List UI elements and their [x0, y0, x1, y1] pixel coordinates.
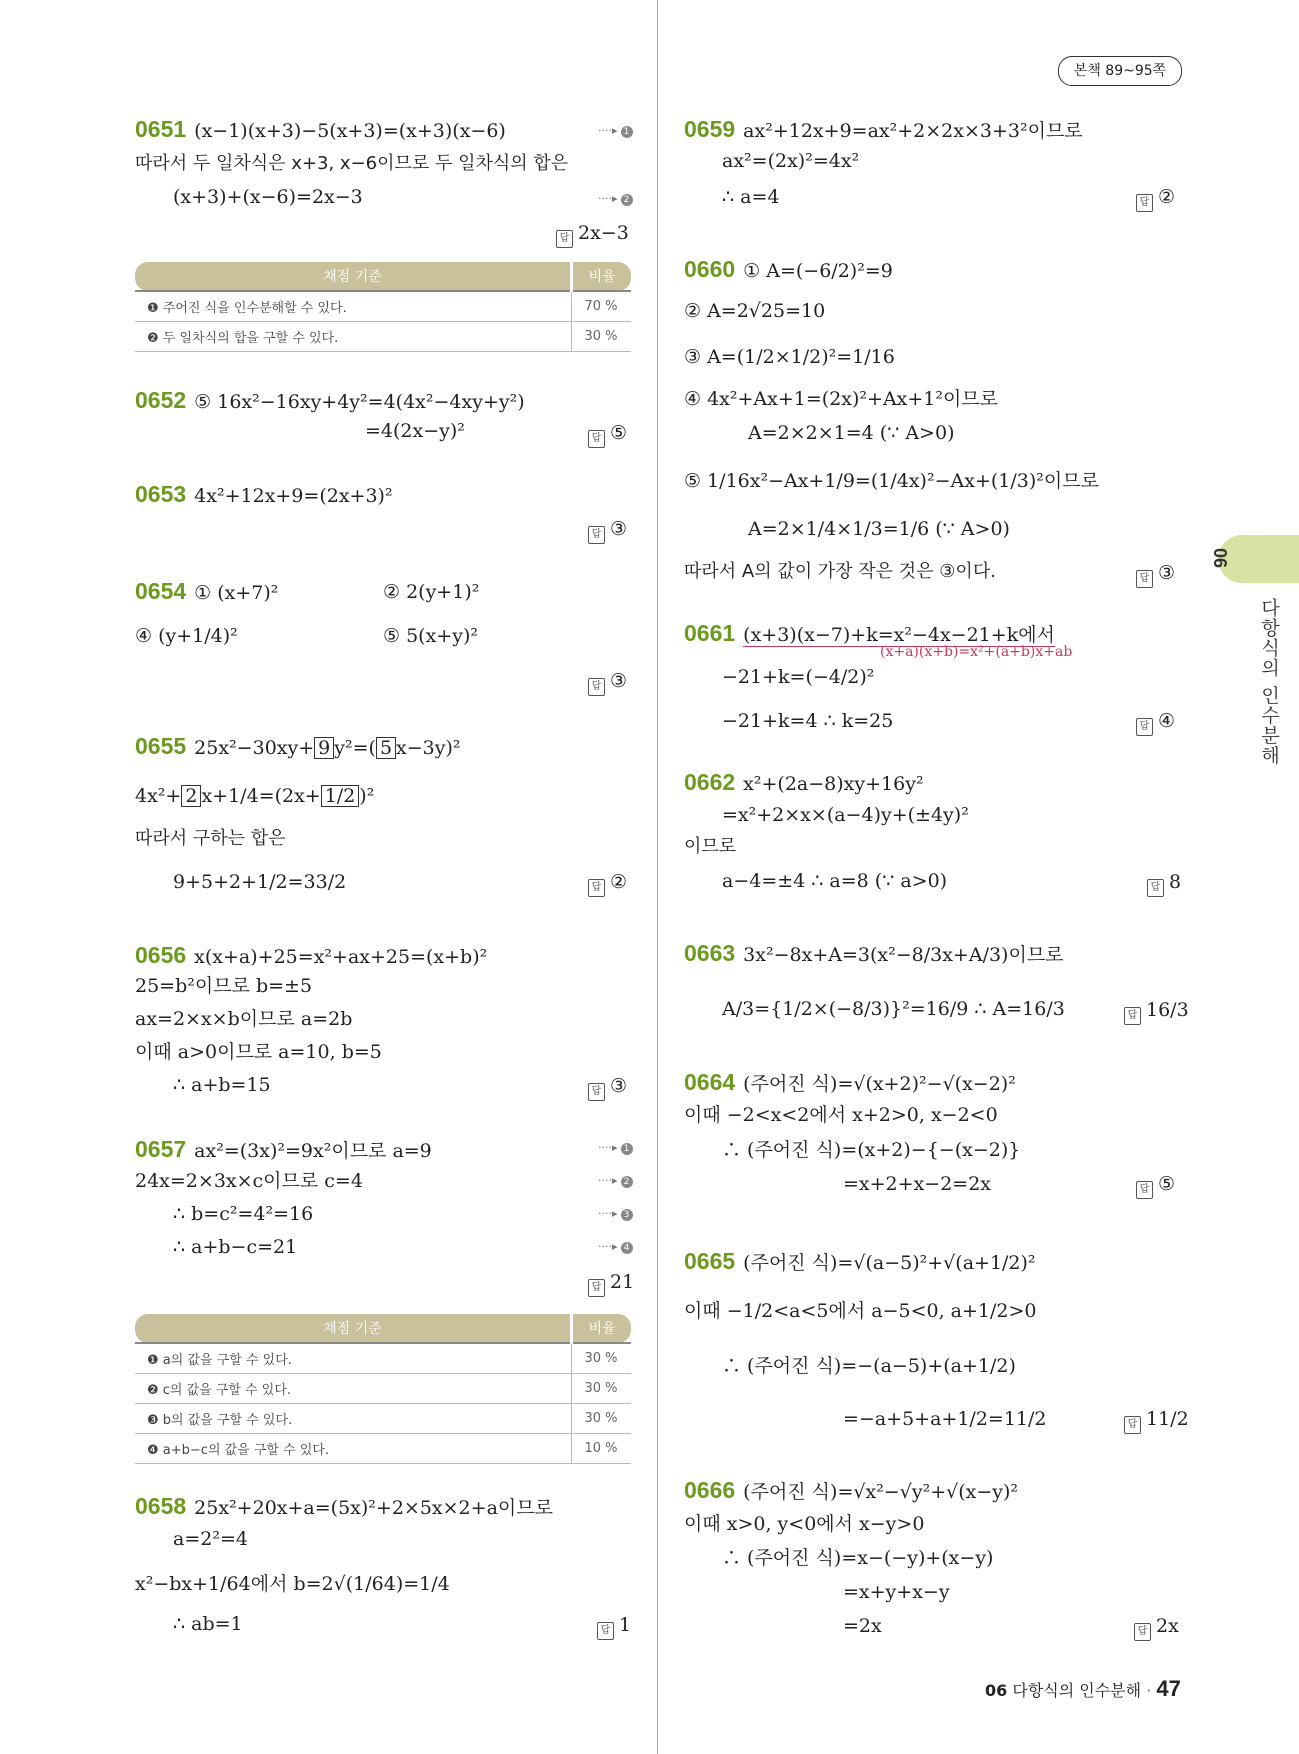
- step-marker-4: ····▸ 4: [598, 1240, 633, 1254]
- step-marker-2: ····▸ 2: [598, 192, 633, 206]
- chapter-side-tab: [1218, 535, 1299, 583]
- problem-0660-line6: ⑤ 1/16x²−Ax+1/9=(1/4x)²−Ax+(1/3)²이므로: [684, 470, 1099, 492]
- answer-icon: 답: [588, 879, 605, 897]
- table-cell: ❶ a의 값을 구할 수 있다.: [135, 1343, 572, 1374]
- problem-0664-line1: 0664 (주어진 식)=√(x+2)²−√(x−2)²: [684, 1069, 1016, 1095]
- answer-box: 5: [376, 737, 396, 759]
- problem-0654-option4: ④ (y+1/4)²: [135, 625, 238, 647]
- problem-0655-line3: 따라서 구하는 합은: [135, 828, 286, 849]
- problem-0660-line5: A=2×2×1=4 (∵ A>0): [748, 422, 955, 444]
- problem-0651-line1: 0651 (x−1)(x+3)−5(x+3)=(x+3)(x−6): [135, 116, 506, 142]
- grading-table-2: [135, 1314, 631, 1464]
- table-header-ratio: 비율: [572, 262, 632, 291]
- problem-0657-line3: ∴ b=c²=4²=16: [173, 1203, 314, 1225]
- answer-icon: 답: [588, 1279, 605, 1297]
- footer-title: 다항식의 인수분해: [1012, 1681, 1142, 1700]
- answer-0652: 답 ⑤: [588, 422, 627, 448]
- problem-0661-line1: 0661 (x+3)(x−7)+k=x²−4x−21+k에서: [684, 620, 1055, 646]
- answer-icon: 답: [1124, 1007, 1141, 1025]
- problem-0658-line2: a=2²=4: [173, 1528, 248, 1550]
- problem-0659-line3: ∴ a=4: [722, 186, 780, 208]
- answer-icon: 답: [588, 678, 605, 696]
- problem-0666-line5: =2x: [843, 1615, 882, 1637]
- answer-box: 9: [314, 737, 334, 759]
- table-cell: 30 %: [572, 1343, 632, 1374]
- answer-0656: 답 ③: [588, 1075, 627, 1101]
- answer-icon: 답: [1136, 718, 1153, 736]
- problem-0652-line1: 0652 ⑤ 16x²−16xy+4y²=4(4x²−4xy+y²): [135, 387, 525, 413]
- answer-icon: 답: [588, 1083, 605, 1101]
- footer-chapter: 06: [985, 1681, 1008, 1700]
- problem-0666-line2: 이때 x>0, y<0에서 x−y>0: [684, 1513, 925, 1535]
- problem-0656-line2: 25=b²이므로 b=±5: [135, 975, 313, 997]
- problem-0666-line1: 0666 (주어진 식)=√x²−√y²+√(x−y)²: [684, 1477, 1019, 1503]
- problem-0655-line2: 4x²+ 2 x+1/4=(2x+ 1/2 )²: [135, 785, 375, 807]
- page-range-badge: 본책 89~95쪽: [1058, 56, 1182, 86]
- problem-0654-option5: ⑤ 5(x+y)²: [383, 625, 478, 647]
- problem-0665-line2: 이때 −1/2<a<5에서 a−5<0, a+1/2>0: [684, 1300, 1037, 1322]
- answer-icon: 답: [588, 526, 605, 544]
- problem-0665-line1: 0665 (주어진 식)=√(a−5)²+√(a+1/2)²: [684, 1248, 1036, 1274]
- table-header-criteria: 채점 기준: [135, 1314, 572, 1343]
- answer-icon: 답: [1136, 1181, 1153, 1199]
- problem-0662-line4: a−4=±4 ∴ a=8 (∵ a>0): [722, 870, 948, 892]
- answer-0658: 답 1: [597, 1614, 631, 1640]
- problem-0666-line3: ∴ (주어진 식)=x−(−y)+(x−y): [722, 1547, 994, 1569]
- problem-0660-line4: ④ 4x²+Ax+1=(2x)²+Ax+1²이므로: [684, 388, 999, 410]
- problem-0662-line2: =x²+2×x×(a−4)y+(±4y)²: [722, 804, 969, 826]
- page-number: 47: [1156, 1676, 1181, 1701]
- page-footer: 06 다항식의 인수분해 · 47: [985, 1676, 1181, 1701]
- problem-0658-line3: x²−bx+1/64에서 b=2√(1/64)=1/4: [135, 1573, 450, 1595]
- answer-0664: 답 ⑤: [1136, 1173, 1175, 1199]
- problem-0659-line1: 0659 ax²+12x+9=ax²+2×2x×3+3²이므로: [684, 116, 1083, 142]
- table-cell: ❷ 두 일차식의 합을 구할 수 있다.: [135, 322, 572, 352]
- table-cell: ❹ a+b−c의 값을 구할 수 있다.: [135, 1434, 572, 1464]
- table-cell: 10 %: [572, 1434, 632, 1464]
- problem-0651-line2: 따라서 두 일차식은 x+3, x−6이므로 두 일차식의 합은: [135, 153, 569, 174]
- problem-0660-line1: 0660 ① A=(−6/2)²=9: [684, 256, 893, 282]
- answer-0661: 답 ④: [1136, 710, 1175, 736]
- problem-0660-line3: ③ A=(1/2×1/2)²=1/16: [684, 346, 895, 368]
- problem-0653-line1: 0653 4x²+12x+9=(2x+3)²: [135, 481, 393, 507]
- problem-0661-line2: −21+k=(−4/2)²: [722, 666, 875, 688]
- problem-0662-line1: 0662 x²+(2a−8)xy+16y²: [684, 769, 924, 795]
- answer-0659: 답 ②: [1136, 186, 1175, 212]
- problem-0665-line4: =−a+5+a+1/2=11/2: [843, 1408, 1047, 1430]
- table-cell: ❷ c의 값을 구할 수 있다.: [135, 1374, 572, 1404]
- answer-icon: 답: [1134, 1623, 1151, 1641]
- table-cell: 30 %: [572, 1374, 632, 1404]
- problem-0655-line4: 9+5+2+1/2=33/2: [173, 871, 347, 893]
- problem-0656-line3: ax=2×x×b이므로 a=2b: [135, 1008, 353, 1030]
- answer-0657: 답 21: [588, 1271, 634, 1297]
- problem-0652-line2: =4(2x−y)²: [365, 420, 465, 442]
- problem-0658-line1: 0658 25x²+20x+a=(5x)²+2×5x×2+a이므로: [135, 1493, 553, 1519]
- answer-0665: 답 11/2: [1124, 1408, 1189, 1434]
- table-cell: 30 %: [572, 1404, 632, 1434]
- problem-0660-line7: A=2×1/4×1/3=1/6 (∵ A>0): [748, 518, 1010, 540]
- table-cell: ❸ b의 값을 구할 수 있다.: [135, 1404, 572, 1434]
- problem-0656-line4: 이때 a>0이므로 a=10, b=5: [135, 1041, 382, 1063]
- problem-0666-line4: =x+y+x−y: [843, 1581, 950, 1603]
- problem-0657-line2: 24x=2×3x×c이므로 c=4: [135, 1170, 363, 1192]
- answer-icon: 답: [588, 430, 605, 448]
- problem-0665-line3: ∴ (주어진 식)=−(a−5)+(a+1/2): [722, 1355, 1016, 1377]
- formula-hint: (x+a)(x+b)=x²+(a+b)x+ab: [880, 644, 1073, 660]
- answer-icon: 답: [597, 1622, 614, 1640]
- answer-icon: 답: [1136, 570, 1153, 588]
- problem-0664-line3: ∴ (주어진 식)=(x+2)−{−(x−2)}: [722, 1139, 1021, 1161]
- answer-box: 2: [181, 785, 201, 807]
- step-marker-1: ····▸ 1: [598, 124, 633, 138]
- problem-0657-line1: 0657 ax²=(3x)²=9x²이므로 a=9: [135, 1136, 432, 1162]
- answer-icon: 답: [1147, 879, 1164, 897]
- problem-0655-line1: 0655 25x²−30xy+ 9 y²=( 5 x−3y)²: [135, 733, 461, 759]
- problem-0660-line8: 따라서 A의 값이 가장 작은 것은 ③이다.: [684, 561, 996, 582]
- problem-0663-line1: 0663 3x²−8x+A=3(x²−8/3x+A/3)이므로: [684, 940, 1064, 966]
- answer-0651: 답 2x−3: [556, 222, 629, 248]
- answer-0654: 답 ③: [588, 670, 627, 696]
- problem-0662-line3: 이므로: [684, 836, 737, 857]
- grading-table-1: [135, 262, 631, 352]
- problem-0658-line4: ∴ ab=1: [173, 1613, 243, 1635]
- table-header-ratio: 비율: [572, 1314, 632, 1343]
- table-header-criteria: 채점 기준: [135, 262, 572, 291]
- table-cell: 30 %: [572, 322, 632, 352]
- problem-0656-line5: ∴ a+b=15: [173, 1074, 271, 1096]
- answer-0662: 답 8: [1147, 871, 1181, 897]
- answer-0653: 답 ③: [588, 518, 627, 544]
- problem-0656-line1: 0656 x(x+a)+25=x²+ax+25=(x+b)²: [135, 942, 488, 968]
- chapter-tab-number: 06: [1210, 548, 1230, 569]
- problem-0654-line1: 0654 ① (x+7)²: [135, 578, 279, 604]
- answer-0655: 답 ②: [588, 871, 627, 897]
- step-marker-2: ····▸ 2: [598, 1174, 633, 1188]
- answer-icon: 답: [556, 230, 573, 248]
- table-cell: 70 %: [572, 291, 632, 322]
- step-marker-1: ····▸ 1: [598, 1141, 633, 1155]
- problem-0651-line3: (x+3)+(x−6)=2x−3: [173, 186, 363, 208]
- problem-0664-line4: =x+2+x−2=2x: [843, 1173, 992, 1195]
- answer-icon: 답: [1124, 1416, 1141, 1434]
- chapter-tab-title: 다항식의 인수분해: [1258, 598, 1280, 766]
- answer-0660: 답 ③: [1136, 562, 1175, 588]
- answer-icon: 답: [1136, 194, 1153, 212]
- problem-0664-line2: 이때 −2<x<2에서 x+2>0, x−2<0: [684, 1104, 998, 1126]
- problem-0660-line2: ② A=2√25=10: [684, 300, 826, 322]
- answer-0666: 답 2x: [1134, 1615, 1179, 1641]
- problem-0654-option2: ② 2(y+1)²: [383, 581, 480, 603]
- problem-0661-line3: −21+k=4 ∴ k=25: [722, 710, 894, 732]
- answer-box: 1/2: [321, 785, 360, 807]
- problem-0657-line4: ∴ a+b−c=21: [173, 1236, 298, 1258]
- problem-0663-line2: A/3={1/2×(−8/3)}²=16/9 ∴ A=16/3: [722, 998, 1065, 1020]
- column-divider: [657, 0, 658, 1754]
- answer-0663: 답 16/3: [1124, 999, 1189, 1025]
- problem-0659-line2: ax²=(2x)²=4x²: [722, 150, 860, 172]
- table-cell: ❶ 주어진 식을 인수분해할 수 있다.: [135, 291, 572, 322]
- step-marker-3: ····▸ 3: [598, 1207, 633, 1221]
